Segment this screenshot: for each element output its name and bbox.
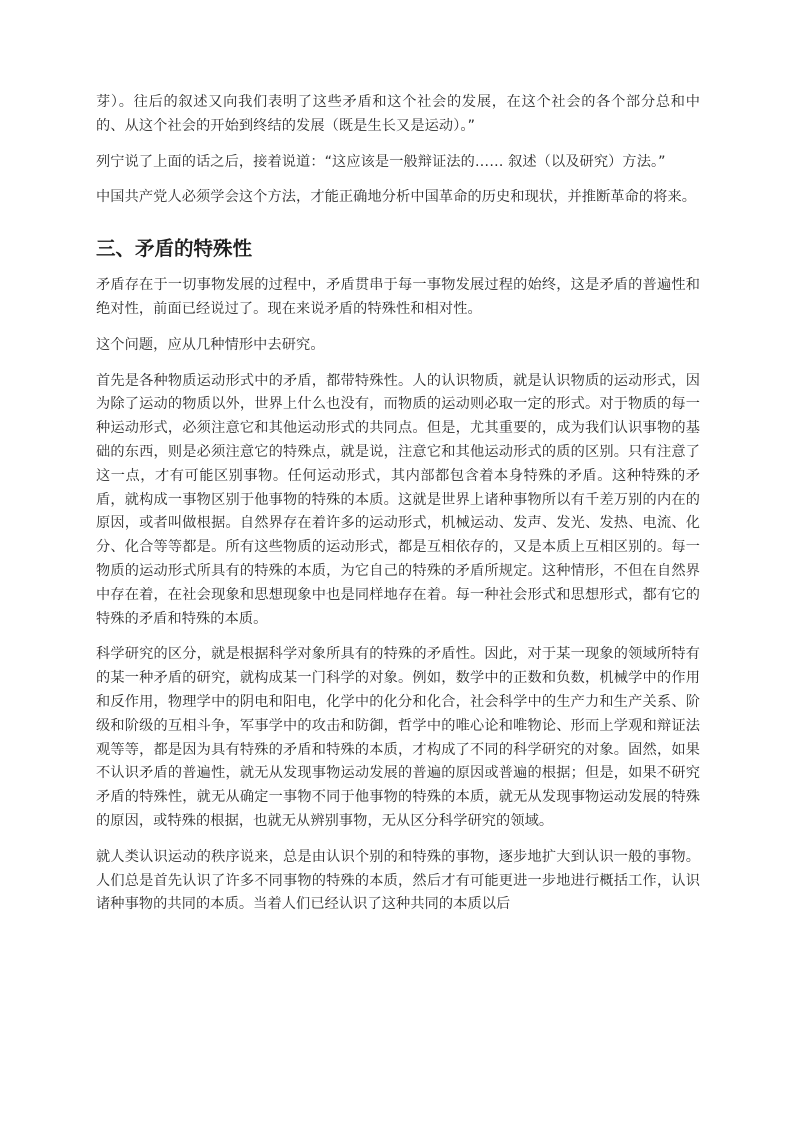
paragraph-motion-forms: 首先是各种物质运动形式中的矛盾，都带特殊性。人的认识物质，就是认识物质的运动形式，因为除了运动的物质以外，世界上什么也没有，而物质的运动则必取一定的形式。对于物质的每一种运动形式，必须注意它和其他运动形式的共同点。但是，尤其重要的，成为我们认识事物的基础的东西，则是必须注意它的特殊点，就是说，注意它和其他运动形式的质的区别。只有注意了这一点，才有可能区别事物。任何运动形式，其内部都包含着本身特殊的矛盾。这种特殊的矛盾，就构成一事物区别于他事物的特殊的本质。这就是世界上诸种事物所以有千差万别的内在的原因，或者叫做根据。自然界存在着许多的运动形式，机械运动、发声、发光、发热、电流、化分、化合等等都是。所有这些物质的运动形式，都是互相依存的，又是本质上互相区别的。每一物质的运动形式所具有的特殊的本质，为它自己的特殊的矛盾所规定。这种情形，不但在自然界中存在着，在社会现象和思想现象中也是同样地存在着。每一种社会形式和思想形式，都有它的特殊的矛盾和特殊的本质。 [96,372,700,627]
paragraph-research-cases: 这个问题，应从几种情形中去研究。 [96,336,325,353]
paragraph-cognition-order: 就人类认识运动的秩序说来，总是由认识个别的和特殊的事物，逐步地扩大到认识一般的事物。人们总是首先认识了许多不同事物的特殊的本质，然后才有可能更进一步地进行概括工作，认识诸种事物的共同的本质。当着人们已经认识了这种共同的本质以后 [96,848,700,913]
document-page [96,91,700,929]
paragraph-science-division: 科学研究的区分，就是根据科学对象所具有的特殊的矛盾性。因此，对于某一现象的领域所特有的某一种矛盾的研究，就构成某一门科学的对象。例如，数学中的正数和负数，机械学中的作用和反作用，物理学中的阴电和阳电，化学中的化分和化合，社会科学中的生产力和生产关系、阶级和阶级的互相斗争，军事学中的攻击和防御，哲学中的唯心论和唯物论、形而上学观和辩证法观等等，都是因为具有特殊的矛盾和特殊的本质，才构成了不同的科学研究的对象。固然，如果不认识矛盾的普遍性，就无从发现事物运动发展的普遍的原因或普遍的根据；但是，如果不研究矛盾的特殊性，就无从确定一事物不同于他事物的特殊的本质，就无从发现事物运动发展的特殊的原因，或特殊的根据，也就无从辨别事物，无从区分科学研究的领域。 [96,646,700,829]
paragraph-quote-end: 芽）。往后的叙述又向我们表明了这些矛盾和这个社会的发展，在这个社会的各个部分总和中的、从这个社会的开始到终结的发展（既是生长又是运动）。” [96,94,700,134]
section-heading: 三、矛盾的特殊性 [96,237,253,261]
paragraph-lenin-quote: 列宁说了上面的话之后，接着说道：“这应该是一般辩证法的…… 叙述（以及研究）方法。” [96,153,666,170]
paragraph-universality: 矛盾存在于一切事物发展的过程中，矛盾贯串于每一事物发展过程的始终，这是矛盾的普遍性和绝对性，前面已经说过了。现在来说矛盾的特殊性和相对性。 [96,277,700,317]
paragraph-method: 中国共产党人必须学会这个方法，才能正确地分析中国革命的历史和现状，并推断革命的将来。 [96,189,697,206]
